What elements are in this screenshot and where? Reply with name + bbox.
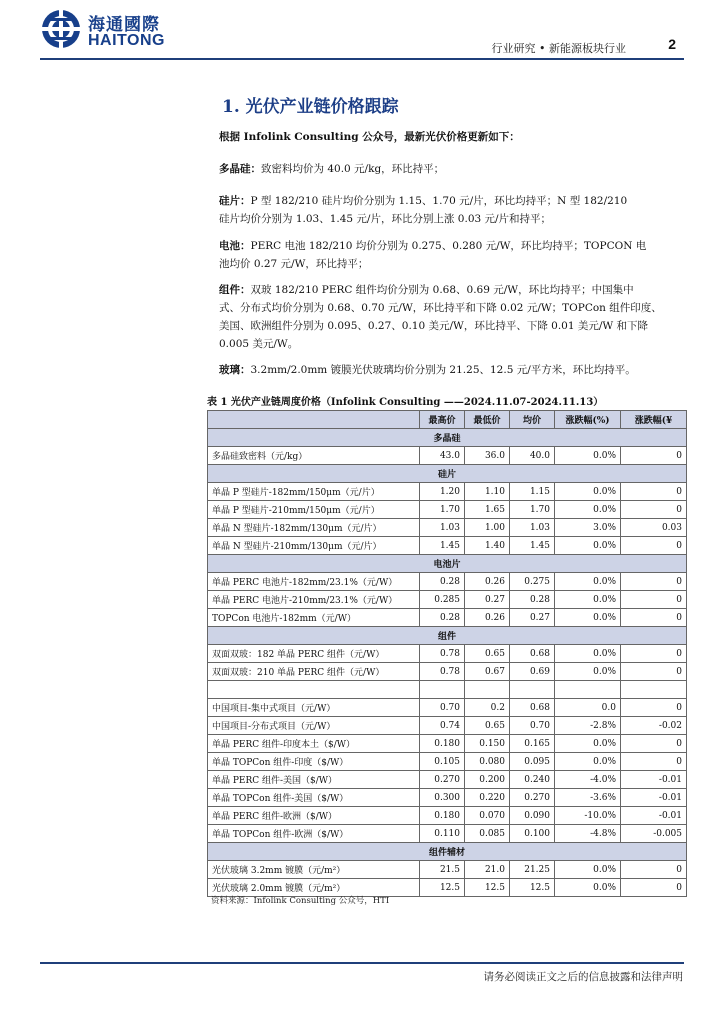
column-header: 涨跌幅(¥ xyxy=(621,411,687,429)
price-value: 0.0% xyxy=(555,447,621,465)
product-name: 单晶 N 型硅片-182mm/130μm（元/片） xyxy=(208,519,420,537)
price-value: 0.0% xyxy=(555,645,621,663)
module-text-line1: 双玻 182/210 PERC 组件均价分别为 0.68、0.69 元/W，环比均持平；中国集中 xyxy=(250,284,634,296)
table-row xyxy=(208,609,687,627)
price-value: 0.0% xyxy=(555,879,621,897)
price-value: -4.0% xyxy=(555,771,621,789)
footer-divider xyxy=(40,962,684,964)
price-value: 1.40 xyxy=(465,537,510,555)
table-row xyxy=(208,663,687,681)
table-row xyxy=(208,537,687,555)
price-value: 0.085 xyxy=(465,825,510,843)
product-name: 双面双玻：182 单晶 PERC 组件（元/W） xyxy=(208,645,420,663)
price-value: 0.67 xyxy=(465,663,510,681)
price-value: 0.0% xyxy=(555,483,621,501)
table-spacer-row xyxy=(208,681,687,699)
table-row xyxy=(208,483,687,501)
price-table xyxy=(207,410,687,897)
cell-text-line2: 池均价 0.27 元/W，环比持平； xyxy=(219,258,369,270)
price-value: 1.03 xyxy=(420,519,465,537)
wafer-paragraph xyxy=(219,192,687,228)
price-value: 0.69 xyxy=(510,663,555,681)
product-name: 单晶 PERC 组件-欧洲（$/W） xyxy=(208,807,420,825)
product-name: 单晶 PERC 电池片-182mm/23.1%（元/W） xyxy=(208,573,420,591)
table-header-row xyxy=(208,411,687,429)
module-text-line2: 式、分布式均价分别为 0.68、0.70 元/W，环比持平和下降 0.02 元/W；TOPCon 组件印度、 xyxy=(219,302,662,314)
product-name: 单晶 P 型硅片-210mm/150μm（元/片） xyxy=(208,501,420,519)
price-value: 0.28 xyxy=(420,573,465,591)
price-value: 1.10 xyxy=(465,483,510,501)
price-value: 0 xyxy=(621,447,687,465)
price-value: 0.080 xyxy=(465,753,510,771)
table-row xyxy=(208,861,687,879)
report-category: 行业研究 • 新能源板块行业 xyxy=(491,42,626,55)
column-header: 涨跌幅(%) xyxy=(555,411,621,429)
price-value: 0 xyxy=(621,483,687,501)
price-value: -0.02 xyxy=(621,717,687,735)
price-value: 0.74 xyxy=(420,717,465,735)
price-value: 1.00 xyxy=(465,519,510,537)
table-row xyxy=(208,825,687,843)
price-value: 0.03 xyxy=(621,519,687,537)
price-value: 0.68 xyxy=(510,699,555,717)
table-category-row xyxy=(208,627,687,645)
price-value: -3.6% xyxy=(555,789,621,807)
logo-chinese-text: 海通國際 xyxy=(88,15,160,35)
table-category-row xyxy=(208,555,687,573)
product-name: 单晶 TOPCon 组件-美国（$/W） xyxy=(208,789,420,807)
price-value: 0 xyxy=(621,861,687,879)
price-value: 12.5 xyxy=(510,879,555,897)
price-value: 0.300 xyxy=(420,789,465,807)
price-value: 0.095 xyxy=(510,753,555,771)
cell-text-line1: PERC 电池 182/210 均价分别为 0.275、0.280 元/W，环比均持平；TOPCON 电 xyxy=(250,240,647,252)
price-value: 0.68 xyxy=(510,645,555,663)
table-source: 资料来源：Infolink Consulting 公众号，HTI xyxy=(211,896,390,906)
price-value: 0 xyxy=(621,645,687,663)
module-paragraph xyxy=(219,281,687,353)
table-row xyxy=(208,699,687,717)
price-value: 3.0% xyxy=(555,519,621,537)
price-value: 0.0% xyxy=(555,753,621,771)
price-value: 0.28 xyxy=(420,609,465,627)
module-label: 组件： xyxy=(219,284,251,296)
price-value: 0.27 xyxy=(465,591,510,609)
price-value: 0.65 xyxy=(465,645,510,663)
price-value: 21.25 xyxy=(510,861,555,879)
empty-cell xyxy=(420,681,465,699)
glass-text: 3.2mm/2.0mm 镀膜光伏玻璃均价分别为 21.25、12.5 元/平方米，环比均持平。 xyxy=(250,364,636,376)
price-value: -4.8% xyxy=(555,825,621,843)
price-value: 1.45 xyxy=(420,537,465,555)
price-value: 0.110 xyxy=(420,825,465,843)
empty-cell xyxy=(208,681,420,699)
price-value: 21.5 xyxy=(420,861,465,879)
table-row xyxy=(208,573,687,591)
price-value: 0 xyxy=(621,609,687,627)
price-value: 0.200 xyxy=(465,771,510,789)
price-value: 0.150 xyxy=(465,735,510,753)
price-table-body xyxy=(208,411,687,897)
price-value: 12.5 xyxy=(465,879,510,897)
price-value: 0 xyxy=(621,573,687,591)
price-value: 1.65 xyxy=(465,501,510,519)
price-value: 0.65 xyxy=(465,717,510,735)
column-header xyxy=(208,411,420,429)
table-category-row xyxy=(208,843,687,861)
price-value: 0.78 xyxy=(420,645,465,663)
page-number: 2 xyxy=(668,36,676,52)
table-row xyxy=(208,501,687,519)
table-row xyxy=(208,789,687,807)
product-name: 双面双玻：210 单晶 PERC 组件（元/W） xyxy=(208,663,420,681)
price-value: 0.70 xyxy=(510,717,555,735)
table-row xyxy=(208,735,687,753)
price-value: 0 xyxy=(621,537,687,555)
price-value: 0.180 xyxy=(420,807,465,825)
table-row xyxy=(208,807,687,825)
product-name: 中国项目-分布式项目（元/W） xyxy=(208,717,420,735)
wafer-text-line2: 硅片均价分别为 1.03、1.45 元/片，环比分别上涨 0.03 元/片和持平； xyxy=(219,213,552,225)
price-value: 0.26 xyxy=(465,573,510,591)
price-value: -2.8% xyxy=(555,717,621,735)
table-category-row xyxy=(208,465,687,483)
price-value: 0.0% xyxy=(555,663,621,681)
price-value: -10.0% xyxy=(555,807,621,825)
category-label: 硅片 xyxy=(208,465,687,483)
intro-paragraph xyxy=(219,128,687,146)
price-value: 0.270 xyxy=(510,789,555,807)
price-value: 0 xyxy=(621,879,687,897)
price-value: 0.27 xyxy=(510,609,555,627)
price-value: 0.100 xyxy=(510,825,555,843)
price-value: 0.0% xyxy=(555,573,621,591)
product-name: 多晶硅致密料（元/kg） xyxy=(208,447,420,465)
table-row xyxy=(208,717,687,735)
table-row xyxy=(208,645,687,663)
price-value: 1.03 xyxy=(510,519,555,537)
table-row xyxy=(208,753,687,771)
footer-disclaimer: 请务必阅读正文之后的信息披露和法律声明 xyxy=(483,971,683,983)
product-name: 单晶 PERC 组件-美国（$/W） xyxy=(208,771,420,789)
module-text-line3: 美国、欧洲组件分别为 0.095、0.27、0.10 美元/W，环比持平、下降 0.01 美元/W 和下降 xyxy=(219,320,649,332)
price-value: -0.01 xyxy=(621,771,687,789)
category-label: 多晶硅 xyxy=(208,429,687,447)
product-name: 单晶 PERC 组件-印度本土（$/W） xyxy=(208,735,420,753)
price-value: -0.005 xyxy=(621,825,687,843)
product-name: 中国项目-集中式项目（元/W） xyxy=(208,699,420,717)
section-title: 1. 光伏产业链价格跟踪 xyxy=(222,97,399,117)
product-name: 光伏玻璃 3.2mm 镀膜（元/m²） xyxy=(208,861,420,879)
price-value: 0.070 xyxy=(465,807,510,825)
intro-text: 根据 Infolink Consulting 公众号，最新光伏价格更新如下： xyxy=(219,131,520,143)
column-header: 均价 xyxy=(510,411,555,429)
table-row xyxy=(208,447,687,465)
product-name: 单晶 TOPCon 组件-印度（$/W） xyxy=(208,753,420,771)
price-value: 0.0 xyxy=(555,699,621,717)
price-value: 0.220 xyxy=(465,789,510,807)
empty-cell xyxy=(465,681,510,699)
product-name: 单晶 PERC 电池片-210mm/23.1%（元/W） xyxy=(208,591,420,609)
price-value: 0.240 xyxy=(510,771,555,789)
price-value: 0 xyxy=(621,663,687,681)
price-value: 1.20 xyxy=(420,483,465,501)
price-value: 0 xyxy=(621,591,687,609)
haitong-logo xyxy=(40,8,170,52)
glass-label: 玻璃： xyxy=(219,364,251,376)
price-value: 1.70 xyxy=(420,501,465,519)
table-caption: 表 1 光伏产业链周度价格（Infolink Consulting ——2024.11.07-2024.11.13） xyxy=(207,397,604,408)
wafer-label: 硅片： xyxy=(219,195,251,207)
price-value: 0 xyxy=(621,501,687,519)
price-value: 0.28 xyxy=(510,591,555,609)
price-value: 0.0% xyxy=(555,501,621,519)
price-value: 0 xyxy=(621,699,687,717)
price-value: 0.285 xyxy=(420,591,465,609)
module-text-line4: 0.005 美元/W。 xyxy=(219,338,299,350)
category-label: 电池片 xyxy=(208,555,687,573)
polysilicon-label: 多晶硅： xyxy=(219,163,261,175)
price-value: 0.2 xyxy=(465,699,510,717)
haitong-logo-icon xyxy=(40,8,82,50)
table-category-row xyxy=(208,429,687,447)
product-name: 单晶 TOPCon 组件-欧洲（$/W） xyxy=(208,825,420,843)
glass-paragraph xyxy=(219,361,687,379)
price-value: 0.0% xyxy=(555,609,621,627)
price-value: 1.70 xyxy=(510,501,555,519)
product-name: TOPCon 电池片-182mm（元/W） xyxy=(208,609,420,627)
price-value: -0.01 xyxy=(621,807,687,825)
price-value: -0.01 xyxy=(621,789,687,807)
table-row xyxy=(208,771,687,789)
price-value: 0.70 xyxy=(420,699,465,717)
price-value: 1.15 xyxy=(510,483,555,501)
wafer-text-line1: P 型 182/210 硅片均价分别为 1.15、1.70 元/片，环比均持平；N 型 182/210 xyxy=(250,195,628,207)
price-value: 12.5 xyxy=(420,879,465,897)
price-value: 36.0 xyxy=(465,447,510,465)
table-row xyxy=(208,591,687,609)
price-value: 0.180 xyxy=(420,735,465,753)
price-value: 0 xyxy=(621,753,687,771)
header-divider xyxy=(40,58,684,60)
price-value: 1.45 xyxy=(510,537,555,555)
price-value: 21.0 xyxy=(465,861,510,879)
polysilicon-text: 致密料均价为 40.0 元/kg，环比持平； xyxy=(261,163,445,175)
column-header: 最高价 xyxy=(420,411,465,429)
price-value: 0.26 xyxy=(465,609,510,627)
category-label: 组件辅材 xyxy=(208,843,687,861)
price-value: 0.270 xyxy=(420,771,465,789)
price-value: 0.0% xyxy=(555,735,621,753)
product-name: 光伏玻璃 2.0mm 镀膜（元/m²） xyxy=(208,879,420,897)
polysilicon-paragraph xyxy=(219,160,687,178)
price-value: 0.090 xyxy=(510,807,555,825)
price-value: 0.78 xyxy=(420,663,465,681)
price-value: 0.0% xyxy=(555,591,621,609)
price-value: 0.275 xyxy=(510,573,555,591)
price-value: 0.0% xyxy=(555,537,621,555)
empty-cell xyxy=(621,681,687,699)
category-label: 组件 xyxy=(208,627,687,645)
table-row xyxy=(208,519,687,537)
price-value: 43.0 xyxy=(420,447,465,465)
column-header: 最低价 xyxy=(465,411,510,429)
price-value: 0.165 xyxy=(510,735,555,753)
empty-cell xyxy=(510,681,555,699)
logo-english-text: HAITONG xyxy=(88,32,165,49)
product-name: 单晶 N 型硅片-210mm/130μm（元/片） xyxy=(208,537,420,555)
empty-cell xyxy=(555,681,621,699)
cell-paragraph xyxy=(219,237,687,273)
price-value: 0.0% xyxy=(555,861,621,879)
price-value: 0 xyxy=(621,735,687,753)
price-value: 40.0 xyxy=(510,447,555,465)
price-value: 0.105 xyxy=(420,753,465,771)
product-name: 单晶 P 型硅片-182mm/150μm（元/片） xyxy=(208,483,420,501)
cell-label: 电池： xyxy=(219,240,251,252)
